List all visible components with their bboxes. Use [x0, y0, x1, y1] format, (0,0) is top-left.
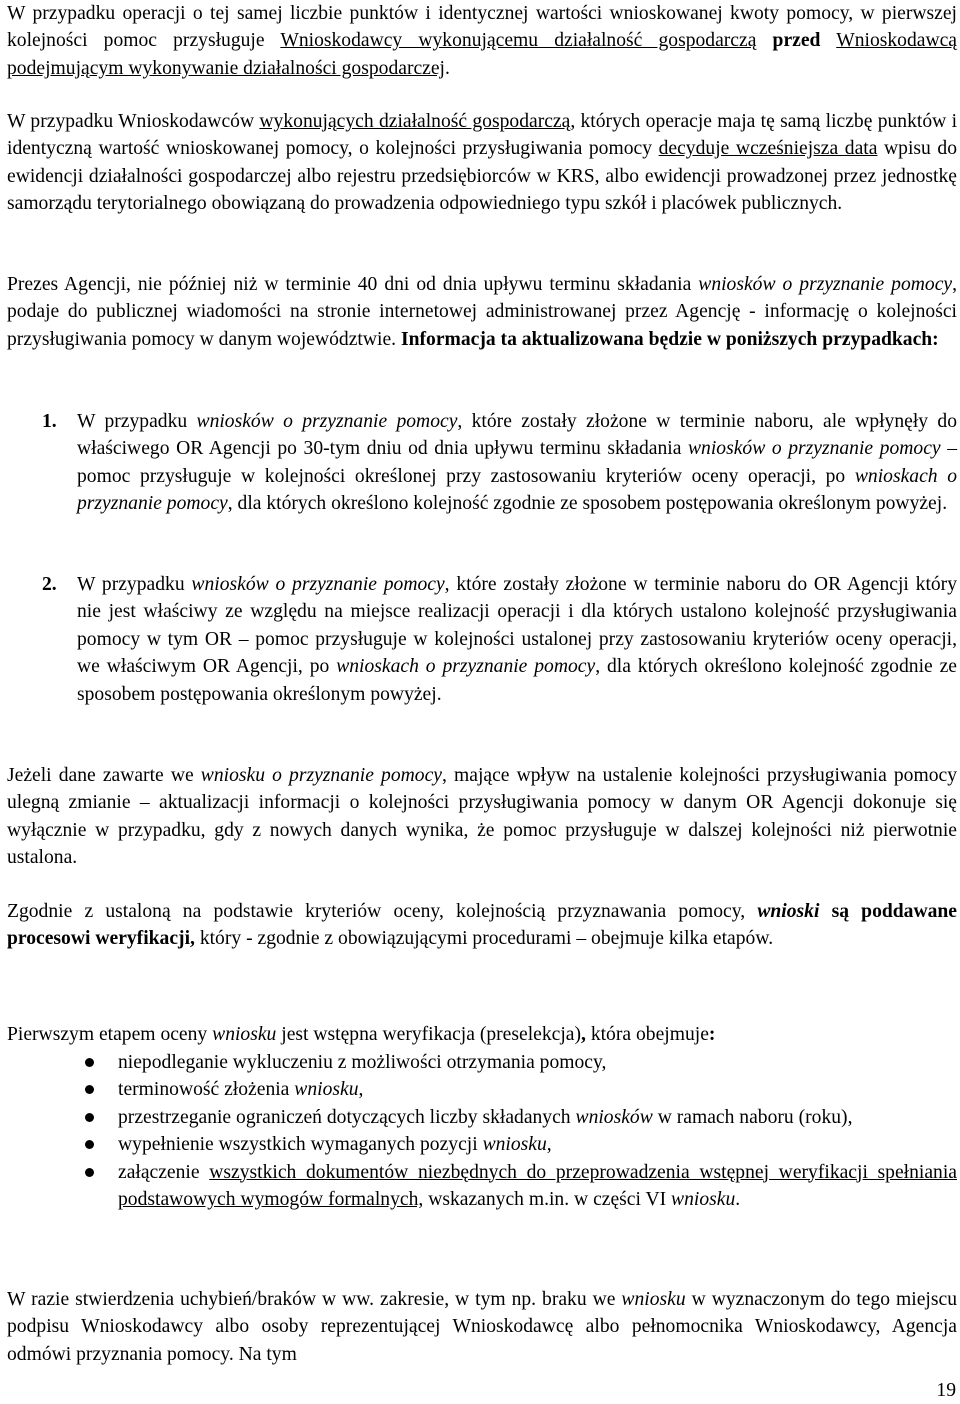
item-number: 2.: [42, 574, 57, 595]
bold-text: Informacja ta aktualizowana będzie w poniższych przypadkach:: [400, 328, 939, 350]
list-item: [7, 1131, 957, 1158]
text: terminowość złożenia: [118, 1079, 295, 1101]
text: Zgodnie z ustaloną na podstawie kryteriów oceny, kolejnością przyznawania pomocy,: [7, 901, 758, 922]
paragraph-priority-rule: [7, 0, 957, 82]
text: W przypadku operacji o tej samej liczbie punktów i identycznej wartości wnioskowanej kwoty pomocy, w pierwszej kolejności pomoc przysługuje: [7, 3, 957, 52]
text: w wyznaczonym do tego miejscu podpisu Wnioskodawcy albo osoby reprezentującej Wnioskodawcę albo pełnomocnika Wnioskodawcy, Agencja odmówi przyznania pomocy. Na tym: [7, 1289, 957, 1365]
text: , dla których określono kolejność zgodnie ze sposobem postępowania określonym powyżej.: [77, 656, 957, 705]
bullet-icon: [85, 1085, 94, 1094]
text: który - zgodnie z obowiązującymi procedurami – obejmuje kilka etapów.: [194, 928, 774, 950]
bold-text: ,: [581, 1024, 586, 1045]
paragraph-preselection: [7, 1021, 957, 1048]
text: wskazanych m.in. w części VI: [423, 1189, 672, 1211]
text: , które zostały złożone w terminie naboru do OR Agencji który nie jest właściwy ze względu na miejsce realizacji operacji i dla których ustalono kolejność przysługiwania pomocy w tym OR – pomoc przysługuje w kolejności ustalonej przy zastosowaniu kryteriów oceny operacji, we właściwym OR Agencji, po: [77, 574, 958, 678]
text: która obejmuje: [585, 1024, 709, 1045]
underlined-text: Wnioskodawcą podejmującym wykonywanie działalności gospodarczej: [7, 30, 958, 79]
text: , których operacje maja tę samą liczbę punktów i identyczną wartość wnioskowanej pomocy, o kolejności przysługiwania pomocy: [7, 111, 958, 160]
italic-text: wnioskach o przyznanie pomocy: [77, 465, 957, 515]
text: , podaje do publicznej wiadomości na stronie internetowej administrowanej przez Agencję - informację o kolejności przysługiwania pomocy w danym województwie.: [7, 274, 957, 350]
italic-text: wniosku: [621, 1289, 686, 1310]
text: W razie stwierdzenia uchybień/braków w ww. zakresie, w tym np. braku we: [7, 1289, 622, 1310]
bullet-icon: [85, 1113, 94, 1122]
italic-text: wniosków o przyznanie pomocy: [191, 574, 445, 595]
paragraph-president-publication: [7, 271, 957, 353]
text: , dla których określono kolejność zgodnie ze sposobem postępowania określonym powyżej.: [227, 493, 948, 515]
text: jest wstępna weryfikacja (preselekcja): [276, 1024, 582, 1045]
italic-text: wniosku o przyznanie pomocy: [200, 765, 442, 786]
italic-text: wniosku: [294, 1079, 359, 1101]
text: wpisu do ewidencji działalności gospodarczej albo rejestru przedsiębiorców w KRS, albo ewidencji prowadzonej przez jednostkę samorządu terytorialnego obowiązaną do prowadzenia odpowiedniego typu szkół i placówek publicznych.: [7, 138, 957, 215]
bold-italic-text: wnioski: [757, 901, 820, 922]
text: Prezes Agencji, nie później niż w terminie 40 dni od dnia upływu terminu składania: [7, 274, 699, 295]
item-number: 1.: [42, 411, 57, 432]
underlined-text: Wnioskodawcy wykonującemu działalność gospodarczą: [280, 30, 757, 52]
paragraph-verification: [7, 898, 957, 953]
text: – pomoc przysługuje w kolejności określonej przy zastosowaniu kryteriów oceny operacji, po: [77, 438, 957, 487]
list-item: [7, 1076, 957, 1103]
text: wypełnienie wszystkich wymaganych pozycji: [118, 1134, 483, 1156]
text: ,: [358, 1079, 364, 1101]
underlined-text: wszystkich dokumentów niezbędnych do przeprowadzenia wstępnej weryfikacji spełniania podstawowych wymogów formalnych,: [118, 1161, 957, 1211]
underlined-text: decyduje wcześniejsza data: [658, 138, 878, 160]
bullet-icon: [85, 1058, 94, 1067]
text: niepodleganie wykluczeniu z możliwości otrzymania pomocy,: [118, 1052, 607, 1073]
italic-text: wniosku: [671, 1189, 736, 1211]
preselection-bullet-list: [7, 1049, 957, 1213]
italic-text: wniosków o przyznanie pomocy: [698, 274, 953, 295]
numbered-item-1: [7, 408, 957, 518]
page-number: 19: [936, 1380, 956, 1401]
text: W przypadku: [77, 574, 192, 595]
bold-text: :: [708, 1024, 716, 1045]
italic-text: wniosków o przyznanie pomocy: [687, 438, 941, 460]
text: , które zostały złożone w terminie naboru, ale wpłynęły do właściwego OR Agencji po 30-tym dniu od dnia upływu terminu składania: [77, 411, 958, 460]
italic-text: wniosków o przyznanie pomocy: [196, 411, 458, 432]
italic-text: wniosku: [212, 1024, 277, 1045]
italic-text: wniosków: [575, 1106, 653, 1128]
text: w ramach naboru (roku),: [652, 1106, 853, 1128]
text: W przypadku Wnioskodawców: [7, 111, 260, 132]
numbered-item-2: [7, 571, 957, 708]
bullet-icon: [85, 1140, 94, 1149]
text: W przypadku: [77, 411, 197, 432]
text: .: [735, 1189, 741, 1211]
text: , mające wpływ na ustalenie kolejności przysługiwania pomocy ulegną zmianie – aktualizacji informacji o kolejności przysługiwania pomocy w danym OR Agencji dokonuje się wyłącznie w przypadku, gdy z nowych danych wynika, że pomoc przysługuje w dalszej kolejności niż pierwotnie ustalona.: [7, 765, 957, 869]
list-item: [7, 1159, 957, 1214]
text: ,: [546, 1134, 552, 1156]
paragraph-deficiencies: [7, 1286, 957, 1368]
bullet-icon: [85, 1168, 94, 1177]
italic-text: wniosku: [482, 1134, 547, 1156]
text: załączenie: [118, 1161, 210, 1183]
paragraph-business-applicants: [7, 108, 957, 218]
text: .: [445, 57, 450, 79]
italic-text: wnioskach o przyznanie pomocy: [336, 656, 596, 678]
bold-text: są poddawane procesowi weryfikacji,: [7, 901, 958, 950]
list-item: [7, 1049, 957, 1076]
list-item: [7, 1104, 957, 1131]
text: przestrzeganie ograniczeń dotyczących liczby składanych: [118, 1106, 576, 1128]
text: Pierwszym etapem oceny: [7, 1024, 213, 1045]
paragraph-data-change: [7, 762, 957, 872]
text: Jeżeli dane zawarte we: [7, 765, 201, 786]
underlined-text: wykonujących działalność gospodarczą: [259, 111, 571, 132]
bold-text: przed: [772, 30, 821, 52]
